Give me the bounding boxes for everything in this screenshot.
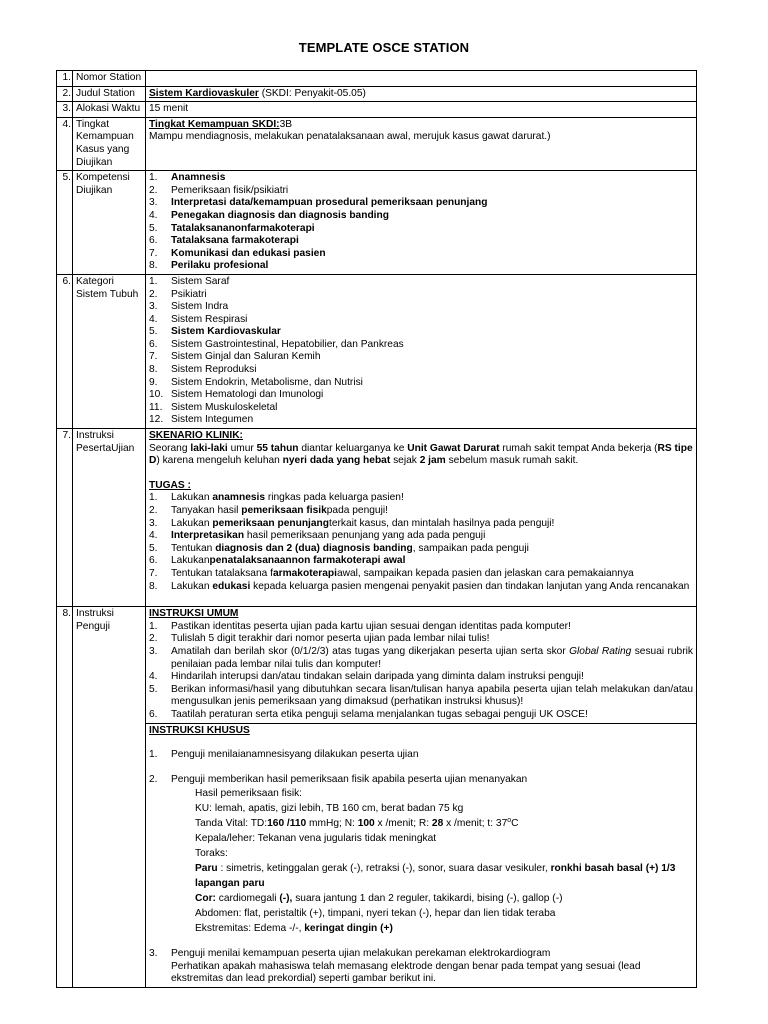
item-text: Tatalaksana farmakoterapi <box>171 235 299 247</box>
row-label: Kompetensi Diujikan <box>73 171 146 275</box>
row-label: Nomor Station <box>73 71 146 87</box>
item-number: 6. <box>149 338 158 350</box>
competency-item <box>149 197 693 210</box>
row-label: Tingkat Kemampuan Kasus yang Diujikan <box>73 117 146 170</box>
tugas-item <box>149 505 693 518</box>
item-number: 7. <box>149 351 158 363</box>
item-number: 4. <box>149 671 158 683</box>
item-text: Tentukan tatalaksana farmakoterapiawal, sampaikan kepada pasien dan jelaskan cara pemakaiannya <box>171 567 634 579</box>
item-number: 6. <box>149 555 158 567</box>
item-text: Sistem Hematologi dan Imunologi <box>171 389 324 401</box>
body-system-item <box>149 402 693 415</box>
row-number: 1. <box>57 71 73 87</box>
competency-item <box>149 223 693 236</box>
item-text: Sistem Gastrointestinal, Hepatobilier, dan Pankreas <box>171 338 404 350</box>
instruksi-umum-item <box>149 646 693 671</box>
body-system-item <box>149 301 693 314</box>
keadaan-umum: KU: lemah, apatis, gizi lebih, TB 160 cm, berat badan 75 kg <box>195 803 464 815</box>
item-number: 5. <box>149 542 158 554</box>
item-text: Interpretasikan hasil pemeriksaan penunjang yang ada pada penguji <box>171 530 486 542</box>
row-alokasi-waktu <box>57 102 697 118</box>
item-number: 8. <box>149 260 158 272</box>
competency-item <box>149 172 693 185</box>
competency-item <box>149 260 693 273</box>
body-system-item <box>149 339 693 352</box>
competency-item <box>149 210 693 223</box>
item-text: Tulislah 5 digit terakhir dari nomor peserta ujian pada lembar nilai tulis! <box>171 633 490 645</box>
row-value <box>146 71 697 87</box>
competency-item <box>149 235 693 248</box>
item-number: 4. <box>149 209 158 221</box>
item-number: 10. <box>149 389 164 401</box>
item-number: 1. <box>149 620 158 632</box>
instruksi-umum-cell <box>146 607 697 723</box>
item-number: 2. <box>149 505 158 516</box>
item-text: Lakukan anamnesis ringkas pada keluarga pasien! <box>171 492 404 504</box>
item-number: 6. <box>149 708 158 720</box>
item-text: Sistem Saraf <box>171 275 230 287</box>
item-number: 4. <box>149 530 158 542</box>
row-value <box>146 429 697 607</box>
body-system-item <box>149 326 693 339</box>
khusus-item: 1. Penguji menilaianamnesisyang dilakukan peserta ujian <box>149 749 419 761</box>
row-label: Alokasi Waktu <box>73 102 146 118</box>
skdi-level-value: 3B <box>279 118 293 130</box>
row-value <box>146 86 697 102</box>
tugas-item <box>149 555 693 568</box>
competency-list <box>149 172 693 273</box>
row-nomor-station <box>57 71 697 87</box>
instruksi-umum-item <box>149 709 693 722</box>
row-label: Instruksi Penguji <box>73 607 146 988</box>
station-title: Sistem Kardiovaskuler <box>149 87 259 99</box>
row-value <box>146 117 697 170</box>
item-number: 8. <box>149 580 158 592</box>
item-text: Sistem Integumen <box>171 414 254 426</box>
body-system-item <box>149 364 693 377</box>
row-label: Kategori Sistem Tubuh <box>73 274 146 428</box>
row-number: 7. <box>57 429 73 607</box>
item-text: Komunikasi dan edukasi pasien <box>171 247 326 259</box>
row-value: 15 menit <box>146 102 697 118</box>
body-system-item <box>149 377 693 390</box>
row-value <box>146 171 697 275</box>
row-number: 5. <box>57 171 73 275</box>
row-number: 3. <box>57 102 73 118</box>
item-text: Taatilah peraturan serta etika penguji selama menjalankan tugas sebagai penguji UK OSCE! <box>171 708 588 720</box>
skenario-title: SKENARIO KLINIK: <box>149 430 243 442</box>
item-text: Sistem Muskuloskeletal <box>171 401 278 413</box>
body-system-list <box>149 276 693 427</box>
item-number: 3. <box>149 517 158 529</box>
row-number: 8. <box>57 607 73 988</box>
instruksi-umum-list <box>149 621 693 722</box>
row-instruksi-khusus <box>57 723 697 988</box>
item-number: 2. <box>149 288 158 300</box>
instruksi-khusus-title: INSTRUKSI KHUSUS <box>149 724 250 736</box>
item-number: 7. <box>149 247 158 259</box>
item-number: 4. <box>149 313 158 325</box>
skdi-level-label: Tingkat Kemampuan SKDI: <box>149 118 280 130</box>
tugas-item <box>149 518 693 531</box>
body-system-item <box>149 289 693 302</box>
cor: Cor: cardiomegali (-), suara jantung 1 dan 2 reguler, takikardi, bising (-), gallop (-) <box>195 893 563 905</box>
row-label: Instruksi PesertaUjian <box>73 429 146 607</box>
skdi-level-description: Mampu mendiagnosis, melakukan penatalaksanaan awal, merujuk kasus gawat darurat.) <box>149 131 551 143</box>
item-text: Tatalaksananonfarmakoterapi <box>171 222 315 234</box>
item-number: 1. <box>149 275 158 287</box>
body-system-item <box>149 389 693 402</box>
item-number: 8. <box>149 364 158 376</box>
instruksi-umum-item <box>149 684 693 709</box>
row-number: 6. <box>57 274 73 428</box>
item-number: 3. <box>149 197 158 209</box>
skenario-text: Seorang laki-laki umur 55 tahun diantar keluarganya ke Unit Gawat Darurat rumah sakit tempat Anda bekerja (RS tipe D) karena mengeluh keluhan nyeri dada yang hebat sejak 2 jam sebelum masuk rumah sakit. <box>149 442 693 467</box>
item-text: Tanyakan hasil pemeriksaan fisikpada penguji! <box>171 505 388 516</box>
paru: Paru : simetris, ketinggalan gerak (-), retraksi (-), sonor, suara dasar vesikuler, ronkhi basah basal (+) 1/3 lapangan paru <box>195 863 676 890</box>
row-instruksi-peserta <box>57 429 697 607</box>
item-number: 2. <box>149 184 158 196</box>
item-text: Sistem Indra <box>171 301 229 313</box>
item-text: Berikan informasi/hasil yang dibutuhkan secara lisan/tulisan hanya apabila peserta ujian telah melakukan dan/atau mengusulkan jenis pemeriksaan yang dimaksud (perhatikan instruksi khusus)! <box>171 683 693 708</box>
row-kompetensi <box>57 171 697 275</box>
ekstremitas: Ekstremitas: Edema -/-, keringat dingin (+) <box>195 923 393 935</box>
physical-exam-title: Hasil pemeriksaan fisik: <box>195 788 303 800</box>
item-text: Sistem Ginjal dan Saluran Kemih <box>171 351 321 363</box>
instruksi-umum-item <box>149 633 693 646</box>
toraks: Toraks: <box>195 848 228 860</box>
body-system-item <box>149 414 693 427</box>
item-text: Lakukanpenatalaksanaannon farmakoterapi awal <box>171 555 406 567</box>
item-text: Sistem Respirasi <box>171 313 248 325</box>
item-number: 5. <box>149 222 158 234</box>
item-number: 5. <box>149 326 158 338</box>
item-text: Perilaku profesional <box>171 260 269 272</box>
row-number: 4. <box>57 117 73 170</box>
khusus-item: 3. Penguji menilai kemampuan peserta ujian melakukan perekaman elektrokardiogram Perhatikan apakah mahasiswa telah memasang elektrode dengan benar pada tempat yang sesuai (lead ekstremitas dan lead prekordial) seperti gambar berikut ini. <box>149 948 641 985</box>
body-system-item <box>149 351 693 364</box>
tugas-item <box>149 543 693 556</box>
osce-table <box>56 70 697 988</box>
competency-item <box>149 185 693 198</box>
item-number: 3. <box>149 645 158 657</box>
item-text: Sistem Kardiovaskular <box>171 326 281 338</box>
document-title: TEMPLATE OSCE STATION <box>298 40 470 55</box>
item-number: 5. <box>149 683 158 695</box>
physical-exam-block <box>149 786 693 936</box>
item-number: 3. <box>149 301 158 313</box>
item-text: Interpretasi data/kemampuan prosedural pemeriksaan penunjang <box>171 197 488 209</box>
item-text: Penegakan diagnosis dan diagnosis banding <box>171 209 389 221</box>
item-text: Lakukan pemeriksaan penunjangterkait kasus, dan mintalah hasilnya pada penguji! <box>171 517 555 529</box>
tugas-item <box>149 581 693 594</box>
item-text: Sistem Endokrin, Metabolisme, dan Nutrisi <box>171 376 363 388</box>
tugas-list <box>149 492 693 593</box>
row-tingkat-kemampuan <box>57 117 697 170</box>
item-text: Tentukan diagnosis dan 2 (dua) diagnosis banding, sampaikan pada penguji <box>171 542 529 554</box>
item-text: Pemeriksaan fisik/psikiatri <box>171 184 289 196</box>
item-number: 2. <box>149 633 158 645</box>
item-number: 7. <box>149 567 158 579</box>
tugas-item <box>149 492 693 505</box>
item-number: 11. <box>149 401 163 413</box>
tugas-title: TUGAS : <box>149 479 191 491</box>
tugas-item <box>149 530 693 543</box>
row-kategori-sistem <box>57 274 697 428</box>
instruksi-umum-item <box>149 671 693 684</box>
tanda-vital: Tanda Vital: TD:160 /110 mmHg; N: 100 x /menit; R: 28 x /menit; t: 37$^o$C <box>195 817 519 830</box>
item-text: Amatilah dan berilah skor (0/1/2/3) atas tugas yang dikerjakan peserta ujian serta skor Global Rating sesuai rubrik penilaian pada lembar nilai tulis dan komputer! <box>171 645 693 670</box>
instruksi-umum-title: INSTRUKSI UMUM <box>149 608 239 620</box>
item-number: 1. <box>149 492 158 504</box>
khusus-item: 2. Penguji memberikan hasil pemeriksaan fisik apabila peserta ujian menanyakan <box>149 773 528 785</box>
row-number: 2. <box>57 86 73 102</box>
kepala-leher: Kepala/leher: Tekanan vena jugularis tidak meningkat <box>195 833 437 845</box>
row-judul-station <box>57 86 697 102</box>
tugas-item <box>149 568 693 581</box>
item-number: 1. <box>149 172 158 184</box>
abdomen: Abdomen: flat, peristaltik (+), timpani, nyeri tekan (-), hepar dan lien tidak teraba <box>195 908 556 920</box>
instruksi-umum-item <box>149 621 693 634</box>
body-system-item <box>149 276 693 289</box>
item-number: 6. <box>149 235 158 247</box>
item-text: Sistem Reproduksi <box>171 364 257 376</box>
body-system-item <box>149 314 693 327</box>
item-text: Hindarilah interupsi dan/atau tindakan selain daripada yang diminta dalam instruksi penguji! <box>171 671 584 683</box>
item-number: 12. <box>149 414 164 426</box>
item-text: Pastikan identitas peserta ujian pada kartu ujian sesuai dengan identitas pada komputer! <box>171 620 571 632</box>
item-text: Psikiatri <box>171 288 207 300</box>
row-label: Judul Station <box>73 86 146 102</box>
row-instruksi-penguji <box>57 607 697 723</box>
item-text: Anamnesis <box>171 172 226 184</box>
competency-item <box>149 248 693 261</box>
item-number: 9. <box>149 376 158 388</box>
skdi-code: (SKDI: Penyakit-05.05) <box>258 87 366 99</box>
item-text: Lakukan edukasi kepada keluarga pasien mengenai penyakit pasien dan tindakan lanjutan yang Anda rencanakan <box>171 580 690 592</box>
instruksi-khusus-cell <box>146 723 697 988</box>
row-value <box>146 274 697 428</box>
